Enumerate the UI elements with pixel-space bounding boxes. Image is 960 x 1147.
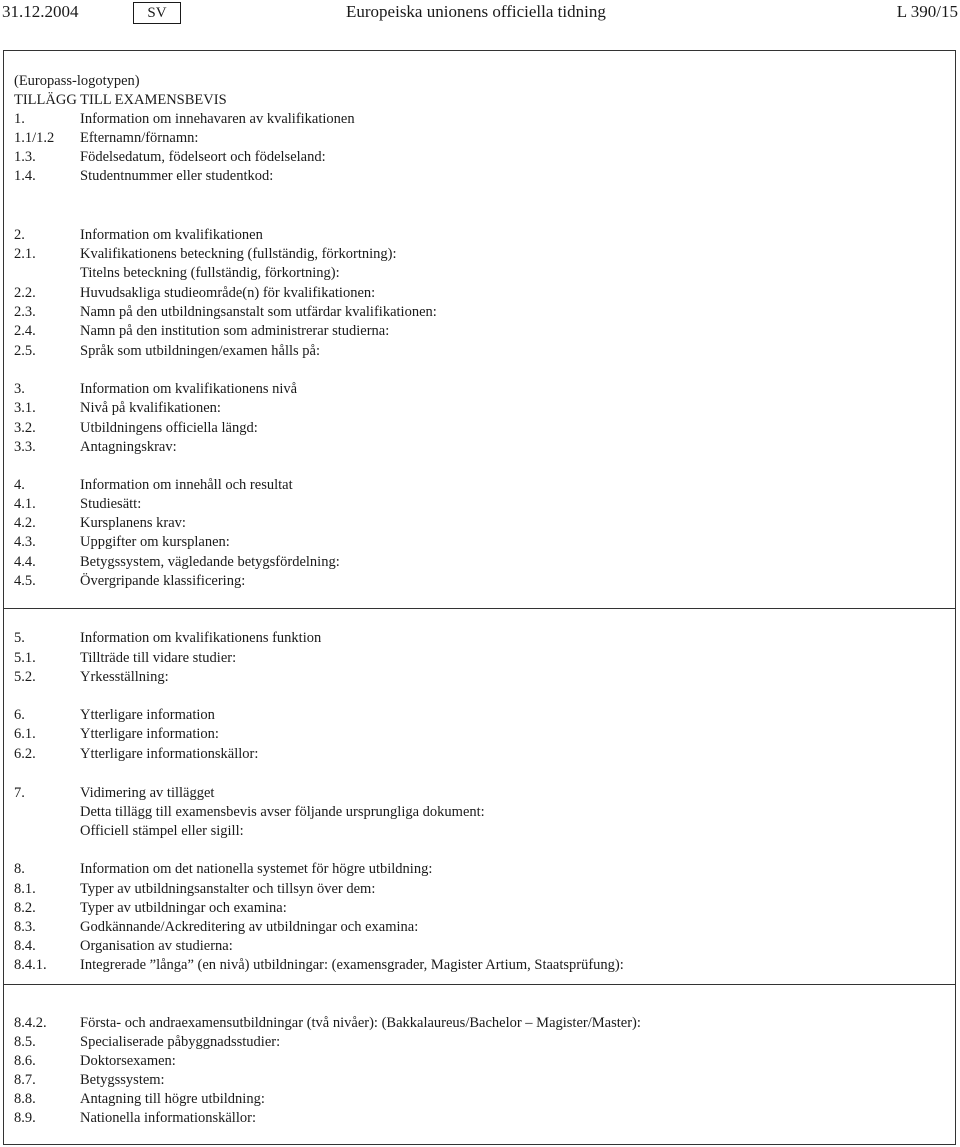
- section-label: Utbildningens officiella längd:: [80, 420, 258, 436]
- section-number: 4.: [14, 477, 25, 493]
- section-label: Specialiserade påbyggnadsstudier:: [80, 1034, 281, 1050]
- section-number: 4.3.: [14, 534, 36, 550]
- section-number: 8.7.: [14, 1072, 36, 1088]
- section-number: 1.1/1.2: [14, 130, 55, 146]
- section-number: 2.4.: [14, 323, 36, 339]
- section-number: 8.: [14, 861, 25, 877]
- section-label: Information om kvalifikationens funktion: [80, 630, 322, 646]
- section-label: Ytterligare informationskällor:: [80, 746, 259, 762]
- section-number: 6.2.: [14, 746, 36, 762]
- diploma-supplement-part-2: [3, 608, 956, 985]
- section-label: Huvudsakliga studieområde(n) för kvalifikationen:: [80, 285, 376, 301]
- section-label: Betygssystem:: [80, 1072, 165, 1088]
- section-label: Organisation av studierna:: [80, 938, 233, 954]
- section-label: Information om det nationella systemet för högre utbildning:: [80, 861, 433, 877]
- section-label: Information om kvalifikationen: [80, 227, 263, 243]
- section-label: Doktorsexamen:: [80, 1053, 176, 1069]
- section-label: Godkännande/Ackreditering av utbildningar och examina:: [80, 919, 419, 935]
- section-label: Uppgifter om kursplanen:: [80, 534, 230, 550]
- section-label: Första- och andraexamensutbildningar (två nivåer): (Bakkalaureus/Bachelor – Magister/Master):: [80, 1015, 641, 1031]
- section-number: 8.9.: [14, 1110, 36, 1126]
- section-label: Typer av utbildningsanstalter och tillsyn över dem:: [80, 881, 376, 897]
- section-number: 3.2.: [14, 420, 36, 436]
- section-number: 6.: [14, 707, 25, 723]
- section-label: Nationella informationskällor:: [80, 1110, 256, 1126]
- section-number: 2.1.: [14, 246, 36, 262]
- section-number: 6.1.: [14, 726, 36, 742]
- section-number: 8.6.: [14, 1053, 36, 1069]
- diploma-supplement-part-3: [3, 984, 956, 1145]
- section-label: Information om innehavaren av kvalifikationen: [80, 111, 355, 127]
- section-number: 4.2.: [14, 515, 36, 531]
- section-number: 4.5.: [14, 573, 36, 589]
- journal-title: Europeiska unionens officiella tidning: [346, 2, 606, 21]
- section-label: Information om innehåll och resultat: [80, 477, 293, 493]
- section-number: 2.5.: [14, 343, 36, 359]
- section-label: Antagningskrav:: [80, 439, 177, 455]
- diploma-supplement-part-1: (Europass-logotypen) TILLÄGG TILL EXAMENSBEVIS 1. Information om innehavaren av kvalifikationen 1.1/1.2 Efternamn/förnamn: 1.3. Födelsedatum, födelseort och födelseland: 1.4. Studentnummer eller studentkod: 2. Information om kvalifikationen 2.1. Kvalifikationens beteckning (fullständig, förkortning): Titelns beteckning (fullständig, förkortning): 2.2. Huvudsakliga studieområde(n) för kvalifikationen: 2.3. Namn på den utbildningsanstalt som utfärdar kvalifikationen: 2.4. Namn på den institution som administrerar studierna: 2.5. Språk som utbildningen/examen hålls på: 3. Information om kvalifikationens nivå 3.1. Nivå på kvalifikationen: 3.2. Utbildningens officiella längd: 3.3. Antagningskrav: 4. Information om innehåll och resultat 4.1. Studiesätt: 4.2. Kursplanens krav: 4.3. Uppgifter om kursplanen: 4.4. Betygssystem, vägledande betygsfördelning: 4.5. Övergripande klassificering:: [3, 50, 956, 609]
- section-label: Namn på den institution som administrerar studierna:: [80, 323, 390, 339]
- section-label: Efternamn/förnamn:: [80, 130, 199, 146]
- section-label: Typer av utbildningar och examina:: [80, 900, 287, 916]
- section-number: 5.1.: [14, 650, 36, 666]
- section-number: 8.3.: [14, 919, 36, 935]
- section-number: 2.3.: [14, 304, 36, 320]
- section-label: Övergripande klassificering:: [80, 573, 246, 589]
- section-number: 8.5.: [14, 1034, 36, 1050]
- section-number: 4.1.: [14, 496, 36, 512]
- section-number: 8.4.: [14, 938, 36, 954]
- section-number: 4.4.: [14, 554, 36, 570]
- section-number: 8.4.1.: [14, 957, 47, 973]
- section-label: Titelns beteckning (fullständig, förkortning):: [80, 265, 340, 281]
- language-badge: SV: [133, 2, 181, 24]
- section-label: Antagning till högre utbildning:: [80, 1091, 265, 1107]
- publication-date: 31.12.2004: [2, 2, 79, 21]
- section-number: 3.3.: [14, 439, 36, 455]
- section-label: Studiesätt:: [80, 496, 142, 512]
- section-label: Yrkesställning:: [80, 669, 169, 685]
- section-number: 1.: [14, 111, 25, 127]
- section-number: 8.2.: [14, 900, 36, 916]
- section-label: Studentnummer eller studentkod:: [80, 168, 274, 184]
- page-header: [0, 0, 960, 28]
- section-number: 8.4.2.: [14, 1015, 47, 1031]
- section-label: Namn på den utbildningsanstalt som utfärdar kvalifikationen:: [80, 304, 437, 320]
- section-label: Födelsedatum, födelseort och födelseland:: [80, 149, 326, 165]
- section-label: Ytterligare information:: [80, 726, 219, 742]
- section-number: 8.1.: [14, 881, 36, 897]
- section-number: 5.2.: [14, 669, 36, 685]
- section-number: 3.1.: [14, 400, 36, 416]
- section-label: Vidimering av tillägget: [80, 785, 215, 801]
- section-number: 1.3.: [14, 149, 36, 165]
- section-label: Detta tillägg till examensbevis avser följande ursprungliga dokument:: [80, 804, 485, 820]
- section-label: Information om kvalifikationens nivå: [80, 381, 298, 397]
- section-number: 8.8.: [14, 1091, 36, 1107]
- section-label: Officiell stämpel eller sigill:: [80, 823, 244, 839]
- section-label: Nivå på kvalifikationen:: [80, 400, 221, 416]
- section-label: Betygssystem, vägledande betygsfördelning:: [80, 554, 340, 570]
- section-number: 2.2.: [14, 285, 36, 301]
- section-label: Ytterligare information: [80, 707, 215, 723]
- section-label: Språk som utbildningen/examen hålls på:: [80, 343, 321, 359]
- section-label: Kursplanens krav:: [80, 515, 186, 531]
- section-number: 3.: [14, 381, 25, 397]
- section-label: Kvalifikationens beteckning (fullständig, förkortning):: [80, 246, 397, 262]
- section-number: 1.4.: [14, 168, 36, 184]
- section-number: 2.: [14, 227, 25, 243]
- section-number: 7.: [14, 785, 25, 801]
- section-label: Integrerade ”långa” (en nivå) utbildningar: (examensgrader, Magister Artium, Staatsprüfung):: [80, 957, 624, 973]
- section-number: 5.: [14, 630, 25, 646]
- page-reference: L 390/15: [896, 2, 958, 21]
- section-label: Tillträde till vidare studier:: [80, 650, 237, 666]
